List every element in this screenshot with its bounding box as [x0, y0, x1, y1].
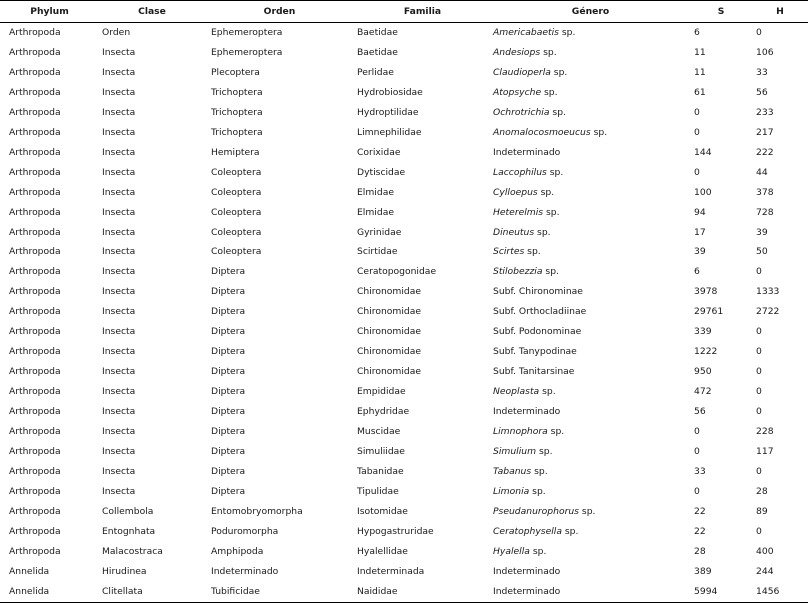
cell-h: 378: [756, 186, 774, 198]
cell-h: 217: [756, 126, 774, 138]
cell-familia: Perlidae: [357, 66, 394, 78]
table-row: [0, 382, 808, 402]
table-row: [0, 203, 808, 223]
cell-s: 29761: [694, 306, 724, 318]
table-row: [0, 103, 808, 123]
cell-phylum: Arthropoda: [9, 465, 61, 477]
genus-name: Subf. Podonominae: [493, 326, 582, 338]
cell-phylum: Arthropoda: [9, 246, 61, 258]
cell-genero: [491, 282, 690, 302]
cell-familia: Muscidae: [357, 426, 401, 438]
cell-genero: [491, 242, 690, 262]
genus-suffix: sp.: [547, 426, 565, 438]
cell-clase: Insecta: [102, 186, 136, 198]
cell-h: 2722: [756, 306, 780, 318]
genus-suffix: sp.: [539, 386, 556, 398]
genus-suffix: sp.: [543, 206, 560, 218]
cell-s: 6: [694, 27, 700, 38]
cell-s: 0: [694, 426, 700, 438]
cell-familia: Baetidae: [357, 46, 398, 58]
genus-name: Laccophilus: [493, 166, 547, 178]
cell-familia: Corixidae: [357, 146, 401, 158]
cell-phylum: Arthropoda: [9, 505, 61, 517]
cell-familia: Chironomidae: [357, 346, 422, 358]
cell-orden: Coleoptera: [211, 166, 262, 178]
genus-name: Stilobezzia: [493, 266, 543, 278]
cell-genero: [491, 143, 690, 163]
header-genero: Género: [491, 1, 690, 23]
cell-orden: Ephemeroptera: [211, 46, 283, 58]
genus-suffix: sp.: [540, 46, 557, 58]
cell-clase: Insecta: [102, 106, 136, 118]
cell-orden: Amphipoda: [211, 545, 264, 557]
cell-h: 728: [756, 206, 774, 218]
genus-name: Claudioperla: [493, 66, 551, 78]
cell-genero: [491, 103, 690, 123]
genus-name: Cylloepus: [493, 186, 538, 198]
cell-h: 39: [756, 226, 768, 238]
cell-orden: Diptera: [211, 306, 246, 318]
genus-name: Andesiops: [493, 46, 541, 58]
cell-familia: Ephydridae: [357, 406, 410, 418]
cell-h: 0: [756, 465, 762, 477]
cell-h: 244: [756, 565, 774, 577]
cell-h: 0: [756, 386, 762, 398]
cell-s: 1222: [694, 346, 718, 358]
cell-s: 6: [694, 266, 700, 278]
table-row: [0, 83, 808, 103]
cell-familia: Tabanidae: [357, 465, 404, 477]
table-row: [0, 562, 808, 582]
genus-suffix: sp.: [536, 446, 553, 458]
cell-familia: Chironomidae: [357, 306, 422, 318]
cell-genero: [491, 462, 690, 482]
cell-orden: Trichoptera: [211, 106, 263, 118]
cell-s: 22: [694, 505, 706, 517]
genus-name: Indeterminado: [493, 585, 561, 597]
cell-clase: Hirudinea: [102, 565, 147, 577]
cell-h: 1456: [752, 582, 808, 602]
cell-clase: Insecta: [102, 66, 136, 78]
table-row: [0, 362, 808, 382]
cell-orden: Diptera: [211, 346, 246, 358]
genus-name: Ceratophysella: [493, 525, 562, 537]
cell-orden: Diptera: [211, 366, 246, 378]
cell-phylum: Arthropoda: [9, 46, 61, 58]
cell-s: 950: [694, 366, 712, 378]
genus-name: Tabanus: [493, 465, 532, 477]
cell-genero: [491, 183, 690, 203]
cell-s: 56: [694, 406, 706, 418]
cell-genero: [491, 582, 690, 602]
cell-orden: Trichoptera: [211, 86, 263, 98]
cell-genero: [491, 83, 690, 103]
cell-familia: Chironomidae: [357, 326, 422, 338]
cell-clase: Insecta: [102, 266, 136, 278]
table-row: [0, 262, 808, 282]
cell-clase: Clitellata: [99, 582, 205, 602]
cell-phylum: Arthropoda: [9, 66, 61, 78]
cell-genero: [491, 43, 690, 63]
header-orden: Orden: [205, 1, 354, 23]
cell-phylum: Arthropoda: [9, 126, 61, 138]
cell-genero: [491, 302, 690, 322]
cell-clase: Insecta: [102, 306, 136, 318]
cell-s: 144: [694, 146, 712, 158]
cell-h: 33: [756, 66, 768, 78]
header-clase: Clase: [99, 1, 205, 23]
cell-familia: Isotomidae: [357, 505, 408, 517]
cell-phylum: Arthropoda: [9, 286, 61, 298]
cell-phylum: Arthropoda: [9, 266, 61, 278]
cell-s: 5994: [690, 582, 752, 602]
cell-s: 17: [694, 226, 706, 238]
cell-genero: [491, 362, 690, 382]
genus-name: Heterelmis: [493, 206, 544, 218]
cell-genero: [491, 482, 690, 502]
table-row: [0, 143, 808, 163]
cell-familia: Hydrobiosidae: [357, 86, 423, 98]
cell-phylum: Arthropoda: [9, 146, 61, 158]
cell-genero: [491, 382, 690, 402]
cell-familia: Scirtidae: [357, 246, 398, 258]
cell-genero: [491, 502, 690, 522]
cell-familia: Ceratopogonidae: [357, 266, 437, 278]
table-row: [0, 462, 808, 482]
cell-phylum: Arthropoda: [9, 306, 61, 318]
genus-suffix: sp.: [531, 465, 548, 477]
cell-phylum: Arthropoda: [9, 525, 61, 537]
table-row: [0, 242, 808, 262]
table-row: [0, 302, 808, 322]
genus-suffix: sp.: [558, 27, 576, 38]
table-row: [0, 582, 808, 602]
cell-s: 100: [694, 186, 712, 198]
cell-phylum: Arthropoda: [9, 206, 61, 218]
cell-h: 56: [756, 86, 768, 98]
cell-clase: Insecta: [102, 246, 136, 258]
table-row: [0, 322, 808, 342]
cell-phylum: Arthropoda: [9, 406, 61, 418]
cell-clase: Insecta: [102, 406, 136, 418]
cell-orden: Hemiptera: [211, 146, 260, 158]
cell-s: 0: [694, 166, 700, 178]
genus-name: Subf. Orthocladiinae: [493, 306, 587, 318]
cell-orden: Entomobryomorpha: [211, 505, 303, 517]
table-row: [0, 422, 808, 442]
table-row: [0, 542, 808, 562]
cell-familia: Elmidae: [357, 206, 394, 218]
table-row: [0, 502, 808, 522]
cell-s: 0: [694, 446, 700, 458]
cell-s: 94: [694, 206, 706, 218]
genus-suffix: sp.: [549, 106, 566, 118]
genus-name: Indeterminado: [493, 565, 561, 577]
table-row: [0, 183, 808, 203]
table-row: [0, 163, 808, 183]
cell-clase: Insecta: [102, 286, 136, 298]
cell-orden: Coleoptera: [211, 206, 262, 218]
cell-genero: [491, 402, 690, 422]
cell-s: 0: [694, 106, 700, 118]
cell-s: 11: [694, 66, 706, 78]
cell-familia: Tipulidae: [357, 485, 399, 497]
table-row: [0, 282, 808, 302]
genus-suffix: sp.: [542, 266, 559, 278]
cell-h: 228: [756, 426, 774, 438]
cell-genero: [491, 223, 690, 243]
cell-clase: Insecta: [102, 366, 136, 378]
cell-phylum: Arthropoda: [9, 166, 61, 178]
genus-suffix: sp.: [541, 86, 558, 98]
cell-genero: [491, 63, 690, 83]
cell-h: 222: [756, 146, 774, 158]
cell-h: 28: [756, 485, 768, 497]
cell-h: 0: [756, 326, 762, 338]
cell-clase: Insecta: [102, 446, 136, 458]
cell-genero: [491, 522, 690, 542]
cell-familia: Elmidae: [357, 186, 394, 198]
cell-phylum: Arthropoda: [9, 545, 61, 557]
cell-orden: Diptera: [211, 465, 246, 477]
cell-clase: Entognhata: [102, 525, 156, 537]
cell-s: 3978: [694, 286, 718, 298]
genus-suffix: sp.: [550, 66, 568, 78]
cell-clase: Insecta: [102, 485, 136, 497]
table-row: [0, 482, 808, 502]
cell-h: 50: [756, 246, 768, 258]
cell-familia: Naididae: [354, 582, 491, 602]
cell-orden: Diptera: [211, 326, 246, 338]
cell-phylum: Arthropoda: [9, 426, 61, 438]
cell-familia: Simuliidae: [357, 446, 405, 458]
cell-s: 472: [694, 386, 712, 398]
cell-clase: Insecta: [102, 86, 136, 98]
genus-name: Dineutus: [493, 226, 535, 238]
genus-name: Scirtes: [493, 246, 525, 258]
cell-h: 1333: [756, 286, 780, 298]
cell-h: 44: [756, 166, 768, 178]
table-body: [0, 23, 808, 603]
cell-clase: Insecta: [102, 146, 136, 158]
table-row: [0, 442, 808, 462]
cell-clase: Insecta: [102, 166, 136, 178]
cell-genero: [491, 442, 690, 462]
cell-phylum: Arthropoda: [9, 446, 61, 458]
cell-s: 0: [694, 485, 700, 497]
cell-clase: Insecta: [102, 386, 136, 398]
cell-phylum: Arthropoda: [9, 366, 61, 378]
cell-orden: Trichoptera: [211, 126, 263, 138]
cell-s: 39: [694, 246, 706, 258]
genus-suffix: sp.: [529, 485, 546, 497]
cell-clase: Insecta: [102, 465, 136, 477]
cell-h: 89: [756, 505, 768, 517]
genus-suffix: sp.: [578, 505, 596, 517]
cell-h: 0: [756, 346, 762, 358]
cell-orden: Diptera: [211, 426, 246, 438]
cell-clase: Insecta: [102, 206, 136, 218]
cell-h: 0: [756, 406, 762, 418]
cell-h: 0: [756, 27, 762, 38]
genus-name: Pseudanurophorus: [493, 505, 579, 517]
cell-phylum: Arthropoda: [9, 326, 61, 338]
cell-familia: Limnephilidae: [357, 126, 422, 138]
cell-h: 0: [756, 266, 762, 278]
cell-orden: Poduromorpha: [211, 525, 279, 537]
cell-familia: Chironomidae: [357, 366, 422, 378]
genus-suffix: sp.: [561, 525, 579, 537]
cell-familia: Chironomidae: [357, 286, 422, 298]
cell-phylum: Arthropoda: [9, 86, 61, 98]
cell-familia: Hydroptilidae: [357, 106, 419, 118]
genus-name: Subf. Tanypodinae: [493, 346, 577, 358]
cell-orden: Coleoptera: [211, 186, 262, 198]
cell-orden: Ephemeroptera: [211, 27, 283, 38]
cell-familia: Hyalellidae: [357, 545, 408, 557]
cell-phylum: Arthropoda: [9, 346, 61, 358]
table-row: [0, 63, 808, 83]
table-row: [0, 223, 808, 243]
cell-clase: Insecta: [102, 46, 136, 58]
genus-name: Simulium: [493, 446, 537, 458]
cell-s: 61: [694, 86, 706, 98]
cell-s: 28: [694, 545, 706, 557]
genus-suffix: sp.: [534, 226, 551, 238]
cell-phylum: Arthropoda: [9, 106, 61, 118]
cell-genero: [491, 322, 690, 342]
cell-clase: Insecta: [102, 326, 136, 338]
cell-phylum: Annelida: [0, 582, 99, 602]
header-familia: Familia: [354, 1, 491, 23]
genus-name: Anomalocosmoeucus: [493, 126, 591, 138]
cell-s: 339: [694, 326, 712, 338]
genus-name: Indeterminado: [493, 146, 561, 158]
cell-orden: Tubificidae: [205, 582, 354, 602]
cell-familia: Dytiscidae: [357, 166, 406, 178]
cell-clase: Insecta: [102, 226, 136, 238]
cell-familia: Empididae: [357, 386, 406, 398]
cell-orden: Diptera: [211, 485, 246, 497]
table-header: [0, 1, 808, 23]
genus-name: Subf. Chironominae: [493, 286, 583, 298]
genus-suffix: sp.: [537, 186, 555, 198]
cell-h: 0: [756, 366, 762, 378]
cell-s: 11: [694, 46, 706, 58]
header-s: S: [690, 1, 752, 23]
genus-name: Atopsyche: [493, 86, 542, 98]
header-phylum: Phylum: [0, 1, 99, 23]
cell-orden: Diptera: [211, 446, 246, 458]
cell-clase: Insecta: [102, 346, 136, 358]
cell-s: 389: [694, 565, 712, 577]
table-row: [0, 342, 808, 362]
header-row: [0, 1, 808, 23]
cell-genero: [491, 422, 690, 442]
cell-h: 0: [756, 525, 762, 537]
cell-familia: Hypogastruridae: [357, 525, 434, 537]
cell-orden: Indeterminado: [211, 565, 279, 577]
cell-phylum: Arthropoda: [9, 226, 61, 238]
genus-suffix: sp.: [546, 166, 564, 178]
cell-genero: [491, 203, 690, 223]
cell-h: 400: [756, 545, 774, 557]
cell-clase: Orden: [102, 27, 131, 38]
cell-genero: [491, 23, 690, 43]
cell-clase: Malacostraca: [102, 545, 163, 557]
genus-suffix: sp.: [524, 246, 541, 258]
cell-familia: Baetidae: [357, 27, 398, 38]
table-row: [0, 23, 808, 43]
genus-suffix: sp.: [590, 126, 608, 138]
cell-familia: Indeterminada: [357, 565, 425, 577]
genus-name: Ochrotrichia: [493, 106, 550, 118]
cell-s: 33: [694, 465, 706, 477]
cell-h: 233: [756, 106, 774, 118]
cell-genero: [491, 342, 690, 362]
cell-orden: Diptera: [211, 406, 246, 418]
cell-genero: [491, 262, 690, 282]
cell-orden: Diptera: [211, 266, 246, 278]
genus-name: Hyalella: [493, 545, 530, 557]
cell-phylum: Arthropoda: [9, 186, 61, 198]
cell-orden: Diptera: [211, 386, 246, 398]
cell-phylum: Arthropoda: [9, 386, 61, 398]
cell-genero: [491, 562, 690, 582]
cell-orden: Diptera: [211, 286, 246, 298]
cell-clase: Insecta: [102, 126, 136, 138]
cell-orden: Coleoptera: [211, 226, 262, 238]
cell-orden: Coleoptera: [211, 246, 262, 258]
cell-s: 0: [694, 126, 700, 138]
genus-suffix: sp.: [529, 545, 547, 557]
genus-name: Limnophora: [493, 426, 548, 438]
cell-h: 106: [756, 46, 774, 58]
cell-genero: [491, 163, 690, 183]
cell-genero: [491, 542, 690, 562]
cell-phylum: Annelida: [9, 565, 50, 577]
genus-name: Americabaetis: [493, 27, 559, 38]
cell-s: 22: [694, 525, 706, 537]
table-row: [0, 522, 808, 542]
table-row: [0, 123, 808, 143]
cell-clase: Insecta: [102, 426, 136, 438]
genus-name: Limonia: [493, 485, 530, 497]
cell-genero: [491, 123, 690, 143]
genus-name: Neoplasta: [493, 386, 540, 398]
genus-name: Subf. Tanitarsinae: [493, 366, 575, 378]
cell-phylum: Arthropoda: [9, 27, 61, 38]
cell-h: 117: [756, 446, 774, 458]
header-h: H: [752, 1, 808, 23]
cell-familia: Gyrinidae: [357, 226, 402, 238]
genus-name: Indeterminado: [493, 406, 561, 418]
cell-phylum: Arthropoda: [9, 485, 61, 497]
table-row: [0, 43, 808, 63]
cell-clase: Collembola: [102, 505, 154, 517]
table-row: [0, 402, 808, 422]
cell-orden: Plecoptera: [211, 66, 260, 78]
